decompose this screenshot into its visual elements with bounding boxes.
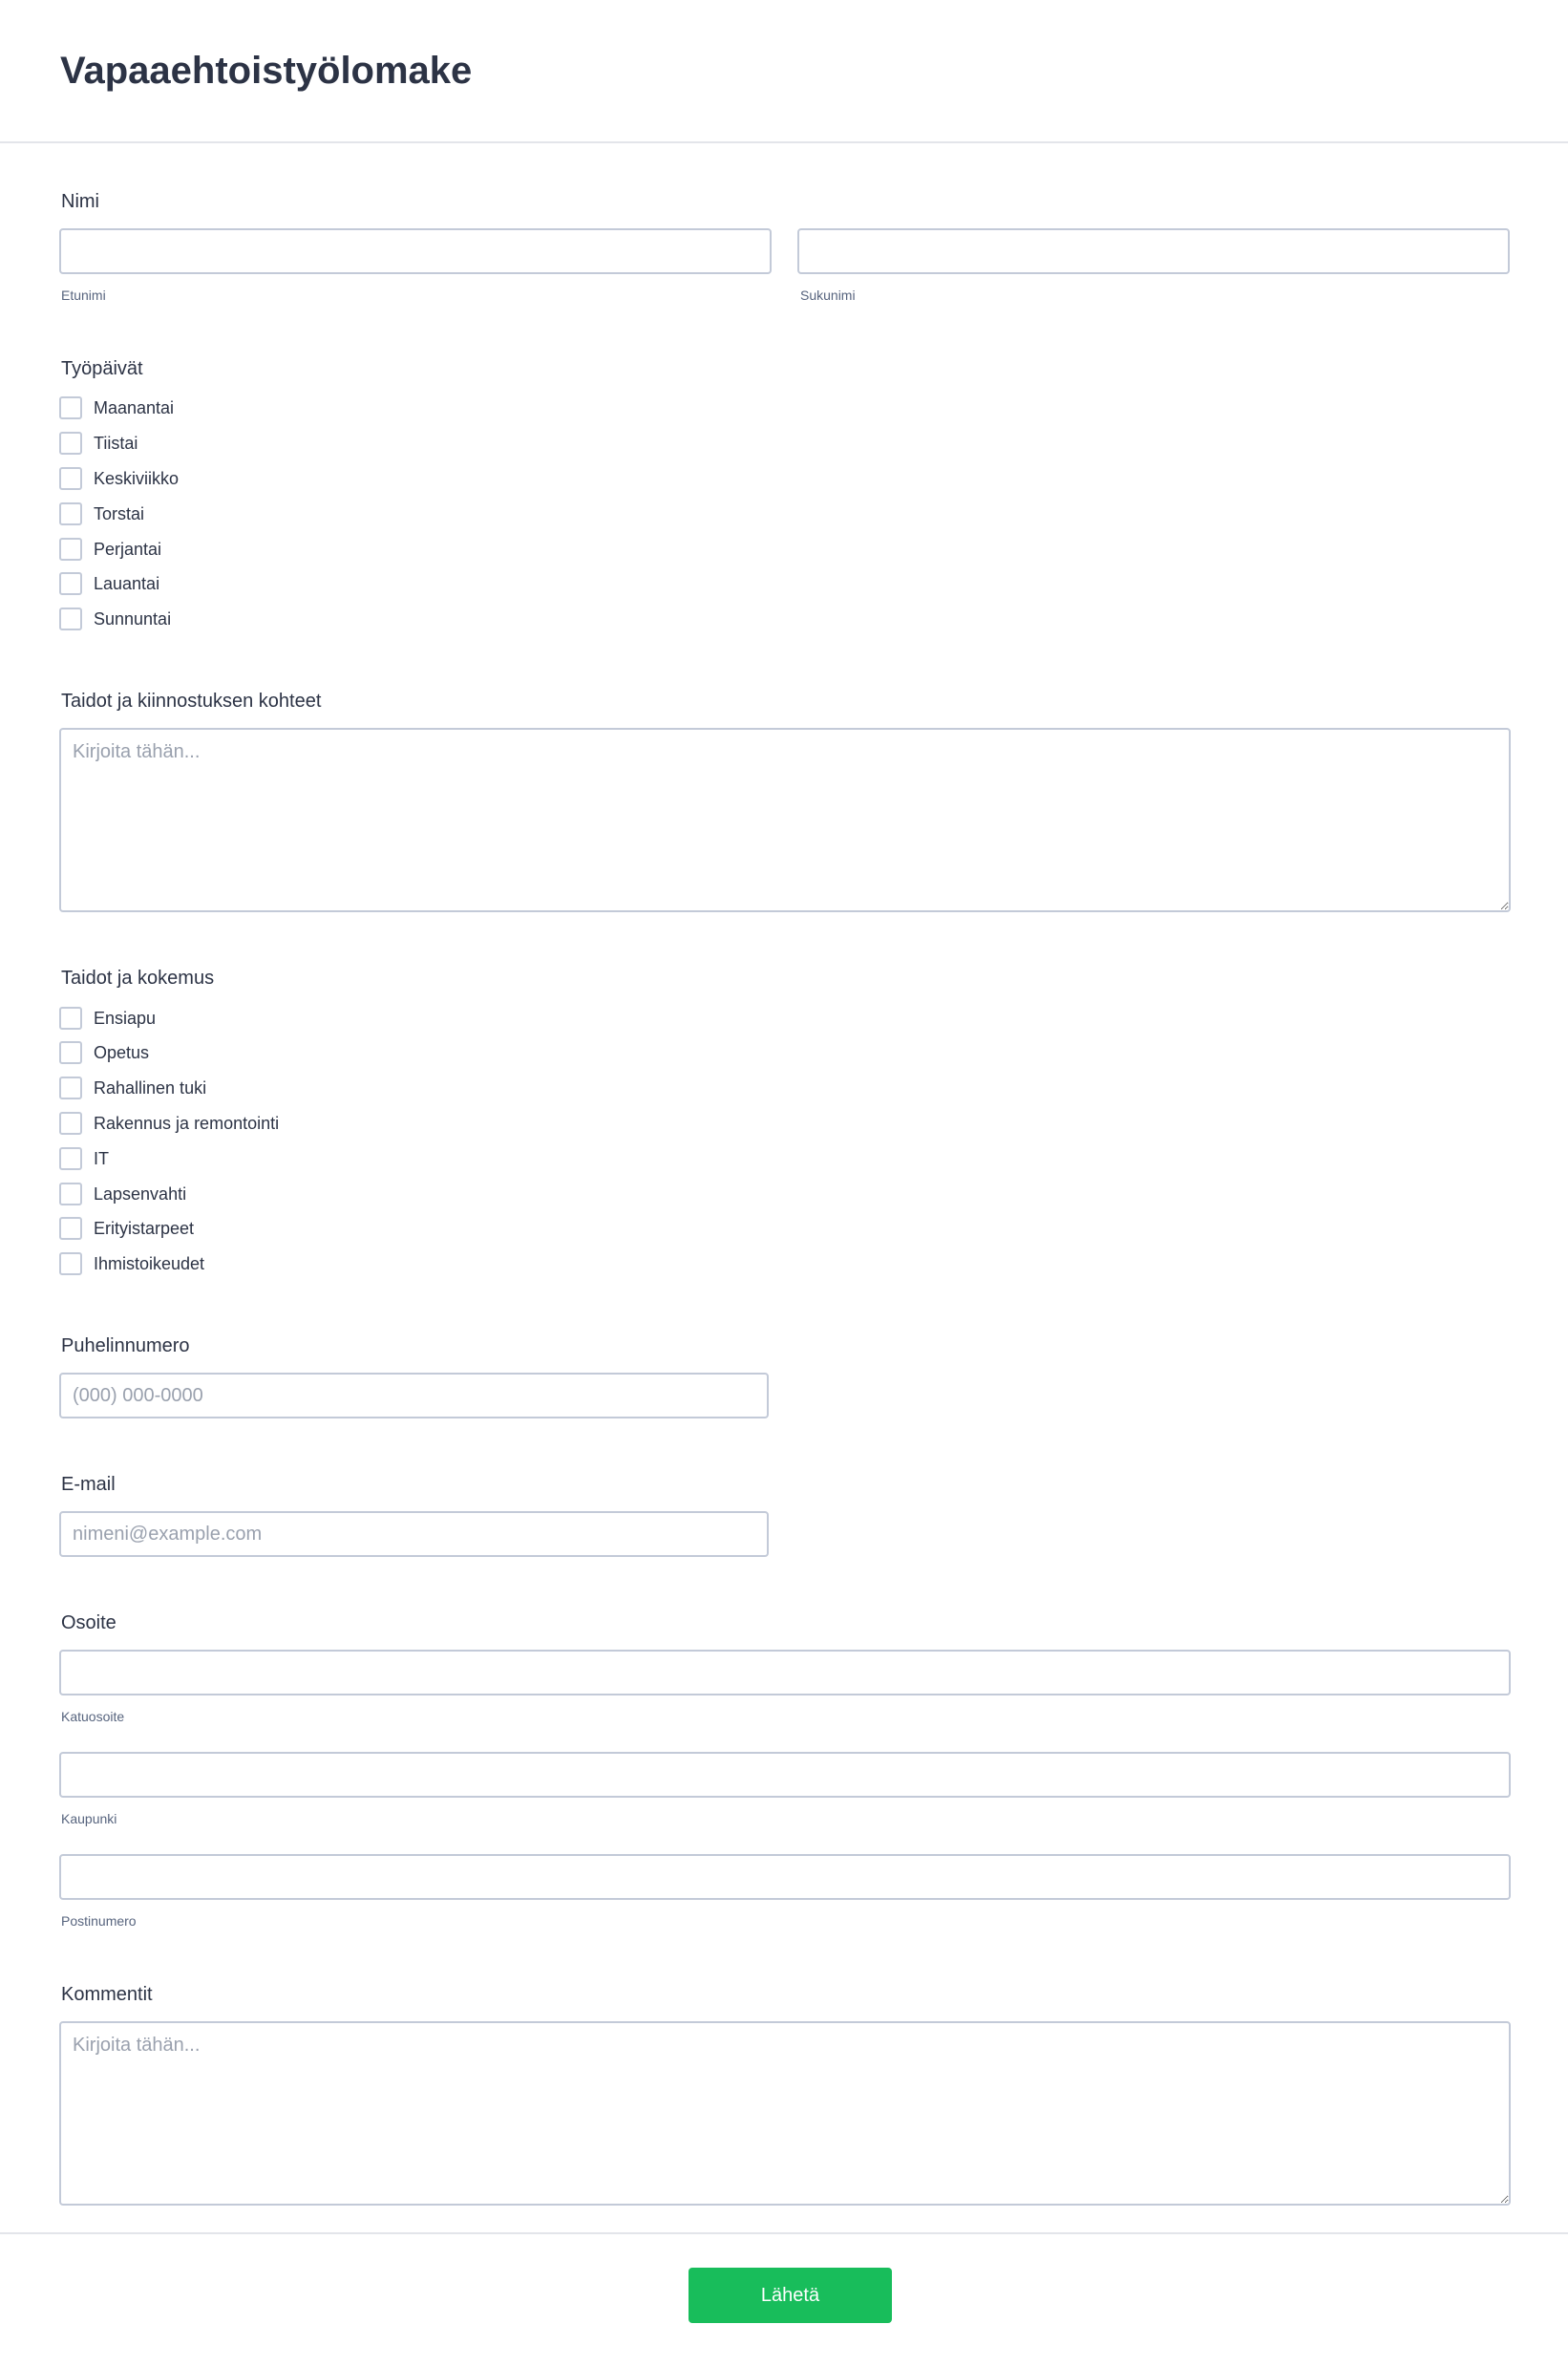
- last-name-sublabel: Sukunimi: [800, 288, 856, 303]
- checkbox-label: Perjantai: [94, 540, 162, 559]
- street-address-input[interactable]: [59, 1650, 1511, 1695]
- checkbox[interactable]: [59, 502, 82, 525]
- checkbox-label: Tiistai: [94, 434, 138, 453]
- checkbox-label: Ihmistoikeudet: [94, 1254, 205, 1273]
- checkbox[interactable]: [59, 467, 82, 490]
- first-name-input[interactable]: [59, 228, 772, 274]
- checkbox-label: Rahallinen tuki: [94, 1078, 207, 1098]
- workday-option[interactable]: [59, 607, 171, 631]
- checkbox-label: Sunnuntai: [94, 609, 172, 629]
- form-title: Vapaaehtoistyölomake: [60, 50, 473, 92]
- checkbox-label: Lapsenvahti: [94, 1184, 187, 1204]
- checkbox[interactable]: [59, 538, 82, 561]
- checkbox[interactable]: [59, 1183, 82, 1205]
- interests-label: Taidot ja kiinnostuksen kohteet: [61, 691, 322, 712]
- skill-option[interactable]: [59, 1146, 109, 1171]
- checkbox-label: Ensiapu: [94, 1009, 157, 1028]
- workday-option[interactable]: [59, 501, 144, 526]
- workdays-label: Työpäivät: [61, 358, 143, 379]
- checkbox-label: Keskiviikko: [94, 469, 180, 488]
- skill-option[interactable]: [59, 1182, 186, 1206]
- checkbox[interactable]: [59, 608, 82, 630]
- workday-option[interactable]: [59, 466, 179, 491]
- last-name-input[interactable]: [797, 228, 1510, 274]
- email-label: E-mail: [61, 1474, 116, 1495]
- phone-label: Puhelinnumero: [61, 1335, 190, 1356]
- skill-option[interactable]: [59, 1251, 204, 1276]
- checkbox[interactable]: [59, 1112, 82, 1135]
- checkbox[interactable]: [59, 1041, 82, 1064]
- checkbox-label: Lauantai: [94, 574, 160, 593]
- phone-input[interactable]: [59, 1373, 769, 1418]
- first-name-sublabel: Etunimi: [61, 288, 106, 303]
- workday-option[interactable]: [59, 395, 174, 420]
- form-header: [0, 0, 1568, 143]
- checkbox[interactable]: [59, 396, 82, 419]
- skill-option[interactable]: [59, 1111, 279, 1136]
- zip-input[interactable]: [59, 1854, 1511, 1900]
- city-input[interactable]: [59, 1752, 1511, 1798]
- workday-option[interactable]: [59, 571, 159, 596]
- skills-label: Taidot ja kokemus: [61, 968, 215, 989]
- workday-option[interactable]: [59, 431, 138, 456]
- email-input[interactable]: [59, 1511, 769, 1557]
- checkbox-label: Opetus: [94, 1043, 150, 1062]
- checkbox[interactable]: [59, 1077, 82, 1099]
- skill-option[interactable]: [59, 1006, 156, 1031]
- skill-option[interactable]: [59, 1216, 194, 1241]
- address-label: Osoite: [61, 1612, 117, 1633]
- skill-option[interactable]: [59, 1076, 206, 1100]
- city-sublabel: Kaupunki: [61, 1811, 117, 1826]
- checkbox[interactable]: [59, 572, 82, 595]
- name-label: Nimi: [61, 191, 99, 212]
- comments-textarea[interactable]: [59, 2021, 1511, 2206]
- workday-option[interactable]: [59, 537, 161, 562]
- interests-textarea[interactable]: [59, 728, 1511, 912]
- checkbox[interactable]: [59, 1217, 82, 1240]
- submit-button[interactable]: Lähetä: [689, 2268, 892, 2323]
- checkbox[interactable]: [59, 1252, 82, 1275]
- checkbox-label: Torstai: [94, 504, 145, 523]
- checkbox-label: Rakennus ja remontointi: [94, 1114, 280, 1133]
- checkbox[interactable]: [59, 1147, 82, 1170]
- checkbox-label: Maanantai: [94, 398, 175, 417]
- skill-option[interactable]: [59, 1040, 149, 1065]
- comments-label: Kommentit: [61, 1984, 153, 2005]
- zip-sublabel: Postinumero: [61, 1913, 137, 1929]
- street-address-sublabel: Katuosoite: [61, 1709, 125, 1724]
- checkbox[interactable]: [59, 432, 82, 455]
- checkbox-label: Erityistarpeet: [94, 1219, 195, 1238]
- checkbox-label: IT: [94, 1149, 109, 1168]
- checkbox[interactable]: [59, 1007, 82, 1030]
